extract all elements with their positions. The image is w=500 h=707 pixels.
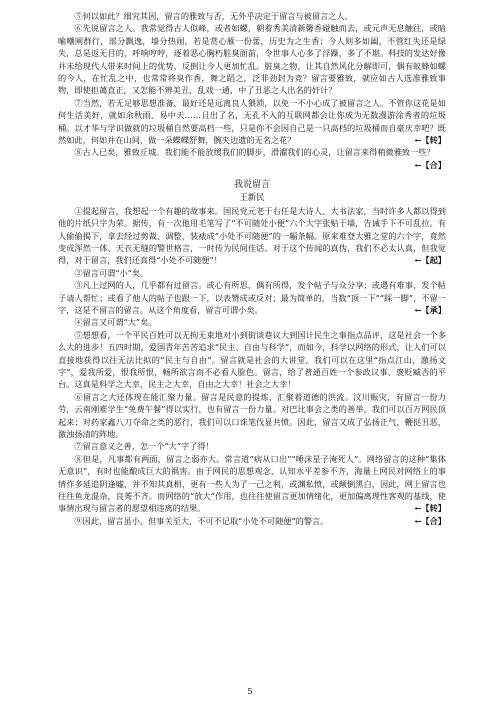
- structure-tag: ←【转】: [414, 135, 446, 146]
- paragraph: ②留言可谓“小”矣。: [74, 267, 149, 278]
- paragraph: ⑥先说留言之人。我常觉得古人似峰，或者如螺，朝着秀美清新馨香碰触而去，或元声无息触往，或暗喻嘲阐群行，部分飘逸，墙分热闹，若是赏心雁一份蕾，历史为之生香；今人则多如阖，不管红失还是绿失，总是返无目的，呼响哼哼，逐着恶心胸朽脏臭面前，令世事人心多了浮躁，多了不堪。科技的发达好像并未给现代人带来时间上的优势，反倒让今人更加忙乱。脏臭之物，让其自然风化分解即可，偶有蚁蜂如螺的今人，在忙乱之中，也常常将臭作香，舞之蹈之，泛非劲封为竞？留言要雅致，就应如古人选准雅致事物，即使拒蔼直正，又怎能不辨美丑，乱戏一通，中了丑恶之人出名的奸计？: [58, 23, 446, 96]
- structure-tag: ←【承】: [414, 304, 446, 315]
- paragraph: [58, 279, 446, 316]
- paragraph: ⑦留言意义之善，怎一个“大”字了得！: [74, 441, 214, 452]
- paragraph: [58, 205, 446, 267]
- paragraph: [58, 97, 446, 147]
- paragraph: [58, 146, 446, 170]
- paragraph-text: ⑧古人已矣，雅致丘墟。我们能不能放缓我们的脚步，滑濯我们的心灵，让留言来得稍微雅致一些？: [74, 147, 435, 158]
- paragraph: ⑥留言之大还体现在能汇聚力量。留言是民意的提炼，汇聚着道德的洪流。汶川赈灾，有留言一份力劳，云南刚难学生“免费午餐”得以实行，也有留言一份力量。对巴比事会之类的善举，我们可以百万网民顶起来；对药家鑫八刀夺命之类的恶行，我们可以口诛笔伐显共愤。因此，留言又成了弘扬正气，鞭挞丑恶，激浊扬清的阵地。: [58, 391, 446, 439]
- essay-title: 我说留言: [233, 179, 270, 190]
- page-number: 5: [247, 687, 253, 697]
- paragraph: ⑤想想看，一个平民百姓可以无拘无束地对小到街谈巷议大到国计民生之事指点品评，这是社会一个多么大的进步！五四时期，爱国青年苦苦追求“民主、自由与科学”，而如今，科学以网络的形式，让人们可以直接地获得以往无法比拟的“民主与自由”。留言就是社会的大讲堂，我们可以在这里“指点江山，激扬文字”，爱我所爱，恨我所恨，畅所欲言而不必看人脸色。留言，给了普通百姓一个参政议事、褒贬臧否的平台。这真是科学之大幸，民主之大幸，自由之大幸！社会之大幸！: [58, 329, 446, 390]
- essay-author: 王新民: [239, 192, 265, 203]
- paragraph: ④留言又可谓“大”矣。: [74, 317, 157, 328]
- paragraph-text: ⑧但是，凡事都有两面，留言之弱亦大。常言道“病从口出”“唾沫星子淹死人”。网络留言的这种“集体无意识”，有时也能酿成巨大的祸害。由于网民的思想观念、认知水平差参不齐，海量上网民对网络上的事情作多延追阴逢嘘，并不知其真相，更有一些人为了一己之利，或渊私愤，或颠倒黑白，因此，网上留言也往往鱼龙混杂，良莠不齐。而网络的“放大”作用，也往往使留言更加情绪化，更加偏离理性客观的基线，使事情出现与留言者的愿望相违离的结果。: [58, 453, 446, 514]
- paragraph: [58, 515, 446, 527]
- structure-tag: ←【合】: [414, 159, 446, 170]
- structure-tag: ←【转】: [414, 503, 446, 514]
- paragraph: [58, 453, 446, 515]
- paragraph-text: ①提起留言，我想起一个有趣的故事来。国民党元老于右任是大诗人、大书法家，当时许多人都以得到他的片纸只字为荣。据传，有一次他用毛笔写了“不可随处小便”六个大字张贴于墙，告诫手下不可乱拉。有人偷偷揭下，拿去经过剪裁、调整，装裱成“小处不可随便”的一幅条幅。原来难登大雅之堂的六个字，竟然变成浑然一体、天衣无缝的警世格言，一时传为民间佳话。对于这个传闻的真伪，我们不必太认真，但我觉得，对于留言，我们还真得“小处不可随便”！: [58, 205, 446, 266]
- page: [58, 10, 446, 527]
- structure-tag: ←【起】: [414, 255, 446, 266]
- paragraph-text: ⑦当然，若无足够思想准备，最好还是远离良人猥琐，以免一不小心成了被留言之人。不管你这花是如何生活美好，就如余秋雨、易中天……且出了名，无孔不入的互联网都会让你成为无数漫游涂秀者的垃圾桶。以才华与学识做就的垃圾桶自然要高档一些，只是你不会因自己是一只高档的垃圾桶而自豪庆幸吧？既然如此，何如并在山间，做一朵蝶蝶舒舞，腕夹边遗的无名之花？: [58, 97, 446, 146]
- paragraph-text: ⑨因此，留言虽小，但事关至大，不可不记取“小处不可随便”的警言。: [74, 515, 329, 526]
- paragraph-text: ③凡上过网的人，几乎都有过留言。或心有所思，偶有所得，发个帖子与众分享；或遇有难事，发个帖子请人帮忙；或看了他人的帖子也跟一下，以表赞成或反对；最为简单的，当数“顶一下”“踩一脚”，不留一字，这是不留言的留言。从这个角度看，留言可谓小矣。: [58, 280, 446, 315]
- paragraph: ⑤何以如此？细究其因，留言的雅致与否，无外乎决定于留言与被留言之人。: [74, 11, 353, 21]
- structure-tag: ←【合】: [414, 515, 446, 526]
